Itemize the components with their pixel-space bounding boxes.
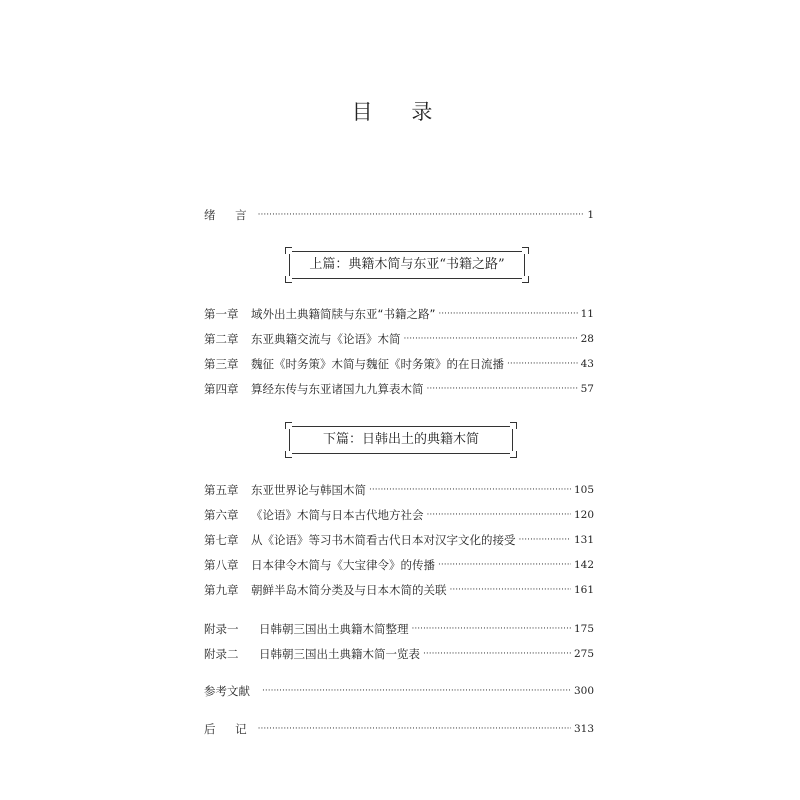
- page-number: 28: [580, 333, 594, 345]
- page-number: 11: [580, 308, 594, 320]
- leader-dots: [369, 482, 571, 498]
- page-number: 131: [573, 534, 594, 546]
- leader-dots: [404, 331, 578, 347]
- appendix-number: 附录一: [204, 622, 239, 636]
- leader-dots: [427, 381, 578, 397]
- chapter-title: 日本律令木简与《大宝律令》的传播: [251, 558, 435, 572]
- page-number: 300: [573, 685, 594, 697]
- entry-label: 参考文献: [204, 684, 250, 698]
- appendix-title: 日韩朝三国出土典籍木简整理: [259, 622, 409, 636]
- entry-label: 绪 言: [204, 208, 255, 222]
- page-number: 57: [580, 383, 594, 395]
- chapter-title: 朝鲜半岛木简分类及与日本木简的关联: [251, 583, 447, 597]
- toc-entry-chapter-9[interactable]: [204, 582, 594, 598]
- toc-entry-afterword[interactable]: [204, 721, 594, 737]
- chapter-title: 域外出土典籍简牍与东亚“书籍之路”: [251, 307, 436, 321]
- toc-entry-appendix-1[interactable]: [204, 621, 594, 637]
- chapter-number: 第二章: [204, 332, 239, 346]
- chapter-number: 第五章: [204, 483, 239, 497]
- page-number: 313: [573, 723, 594, 735]
- page-number: 43: [580, 358, 594, 370]
- chapter-number: 第一章: [204, 307, 239, 321]
- page-number: 1: [587, 209, 594, 221]
- page-number: 275: [573, 648, 594, 660]
- page-number: 161: [573, 584, 594, 596]
- leader-dots: [438, 557, 571, 573]
- toc-entry-chapter-2[interactable]: [204, 331, 594, 347]
- page-number: 175: [573, 623, 594, 635]
- toc-entry-appendix-2[interactable]: [204, 646, 594, 662]
- section-heading-part2: [289, 426, 513, 454]
- toc-entry-chapter-1[interactable]: [204, 306, 594, 322]
- toc-entry-chapter-7[interactable]: [204, 532, 594, 548]
- chapter-title: 从《论语》等习书木简看古代日本对汉字文化的接受: [251, 533, 516, 547]
- page-number: 142: [573, 559, 594, 571]
- chapter-title: 魏征《时务策》木简与魏征《时务策》的在日流播: [251, 357, 504, 371]
- toc-entry-chapter-4[interactable]: [204, 381, 594, 397]
- chapter-number: 第九章: [204, 583, 239, 597]
- page-title: 目 录: [351, 100, 449, 124]
- leader-dots: [427, 507, 571, 523]
- appendix-number: 附录二: [204, 647, 239, 661]
- chapter-number: 第八章: [204, 558, 239, 572]
- toc-entry-chapter-3[interactable]: [204, 356, 594, 372]
- leader-dots: [258, 207, 585, 223]
- appendix-title: 日韩朝三国出土典籍木简一览表: [259, 647, 420, 661]
- heading-text: 上篇：典籍木简与东亚“书籍之路”: [309, 257, 505, 272]
- chapter-number: 第七章: [204, 533, 239, 547]
- leader-dots: [438, 306, 577, 322]
- chapter-number: 第三章: [204, 357, 239, 371]
- toc-entry-references[interactable]: [204, 683, 594, 699]
- toc-entry-chapter-6[interactable]: [204, 507, 594, 523]
- page-number: 120: [573, 509, 594, 521]
- entry-label: 后 记: [204, 722, 255, 736]
- leader-dots: [412, 621, 571, 637]
- chapter-title: 东亚典籍交流与《论语》木简: [251, 332, 401, 346]
- leader-dots: [450, 582, 571, 598]
- heading-text: 下篇：日韩出土的典籍木简: [322, 432, 479, 447]
- chapter-title: 东亚世界论与韩国木简: [251, 483, 366, 497]
- toc-entry-chapter-8[interactable]: [204, 557, 594, 573]
- leader-dots: [262, 683, 571, 699]
- chapter-title: 《论语》木简与日本古代地方社会: [251, 508, 424, 522]
- section-heading-part1: [289, 251, 525, 279]
- page-number: 105: [573, 484, 594, 496]
- chapter-number: 第六章: [204, 508, 239, 522]
- toc-entry-chapter-5[interactable]: [204, 482, 594, 498]
- chapter-number: 第四章: [204, 382, 239, 396]
- leader-dots: [507, 356, 578, 372]
- leader-dots: [519, 532, 571, 548]
- chapter-title: 算经东传与东亚诸国九九算表木简: [251, 382, 424, 396]
- leader-dots: [423, 646, 571, 662]
- toc-entry-intro[interactable]: [204, 207, 594, 223]
- leader-dots: [258, 721, 571, 737]
